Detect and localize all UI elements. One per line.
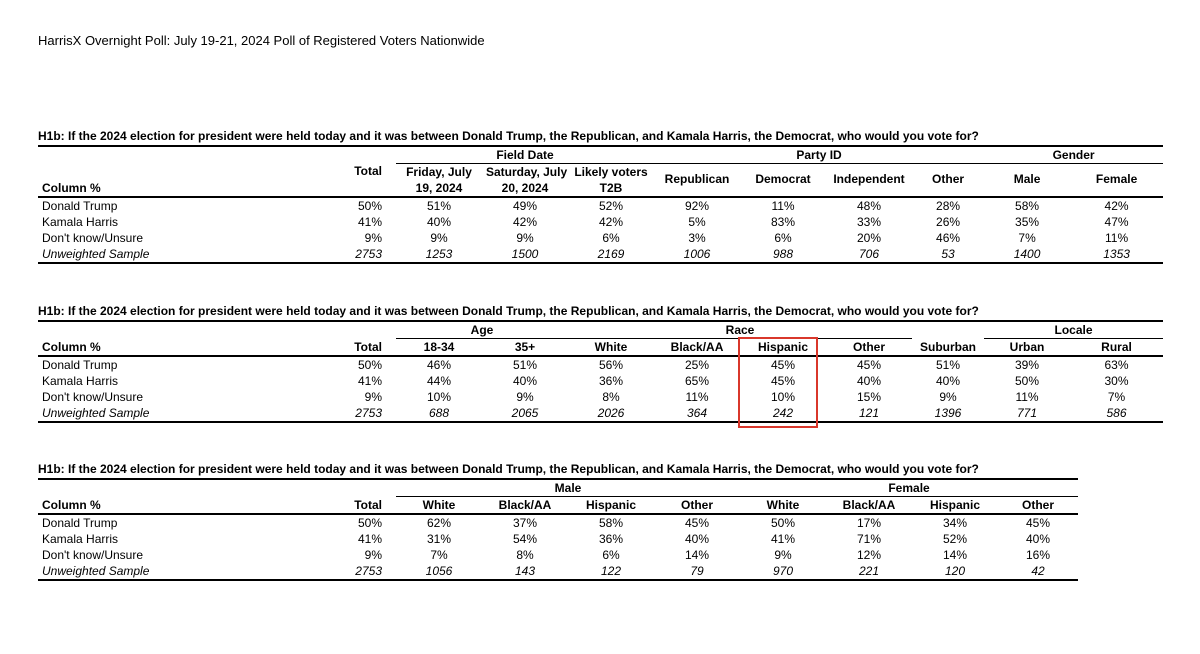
table-cell: 14% xyxy=(684,548,710,562)
table-cell: 26% xyxy=(936,215,961,229)
table-cell: 62% xyxy=(426,516,452,530)
row-label: Don't know/Unsure xyxy=(42,231,144,245)
poll-table-1 xyxy=(38,145,1163,264)
table-cell: 1006 xyxy=(654,246,740,263)
table-cell: 40% xyxy=(684,532,710,546)
table-cell: 41% xyxy=(357,215,382,229)
column-header: 19, 2024 xyxy=(396,180,482,197)
table-row xyxy=(38,356,1163,373)
table-cell: 2065 xyxy=(482,405,568,422)
page-title: HarrisX Overnight Poll: July 19-21, 2024 Poll of Registered Voters Nationwide xyxy=(38,33,485,48)
column-header: Other xyxy=(826,339,912,357)
table-cell: 46% xyxy=(426,358,452,372)
table-cell: 36% xyxy=(598,532,624,546)
poll-table-3 xyxy=(38,478,1078,581)
table-cell: 53 xyxy=(912,246,984,263)
table-cell: 15% xyxy=(857,390,882,404)
table-cell: 45% xyxy=(684,516,710,530)
table-cell: 41% xyxy=(770,532,796,546)
table-row xyxy=(38,246,1163,263)
table-cell: 79 xyxy=(654,563,740,580)
column-header: T2B xyxy=(568,180,654,197)
column-header: 20, 2024 xyxy=(482,180,568,197)
table-row xyxy=(38,531,1078,547)
table-cell: 11% xyxy=(685,390,709,404)
table-cell: 988 xyxy=(740,246,826,263)
row-label: Donald Trump xyxy=(42,516,118,530)
table-cell: 9% xyxy=(516,231,534,245)
question-text-1: H1b: If the 2024 election for president were held today and it was between Donald Trump, the Republican, and Kamala Harris, the Democrat, who would you vote for? xyxy=(38,129,979,143)
column-header-row xyxy=(38,180,1163,197)
column-header-row xyxy=(38,497,1078,515)
table-cell: 52% xyxy=(598,199,624,213)
table-cell: 49% xyxy=(512,199,538,213)
row-label: Donald Trump xyxy=(42,358,118,372)
table-cell: 40% xyxy=(426,215,452,229)
group-header: Race xyxy=(568,321,912,339)
table-cell: 1056 xyxy=(396,563,482,580)
column-label-header: Column % xyxy=(38,339,300,357)
table-cell: 586 xyxy=(1070,405,1163,422)
table-cell: 7% xyxy=(1107,390,1126,404)
table-cell: 58% xyxy=(1015,199,1040,213)
table-cell: 42% xyxy=(598,215,624,229)
group-header-row xyxy=(38,146,1163,164)
column-header: White xyxy=(740,497,826,515)
column-header-other: Other xyxy=(932,172,965,186)
group-header: Locale xyxy=(984,321,1163,339)
table-cell: 2026 xyxy=(568,405,654,422)
table-cell: 8% xyxy=(602,390,620,404)
table-cell: 9% xyxy=(364,231,382,245)
table-cell: 7% xyxy=(1018,231,1036,245)
table-cell: 122 xyxy=(568,563,654,580)
group-header: Party ID xyxy=(654,146,984,164)
table-cell: 50% xyxy=(770,516,796,530)
row-label: Don't know/Unsure xyxy=(42,390,144,404)
table-cell: 11% xyxy=(1105,231,1129,245)
column-header-democrat: Democrat xyxy=(755,172,811,186)
table-cell: 6% xyxy=(602,548,620,562)
table-cell: 45% xyxy=(771,358,796,372)
table-cell: 40% xyxy=(1026,532,1051,546)
table-cell: 48% xyxy=(857,199,882,213)
table-cell: 54% xyxy=(512,532,538,546)
table-row xyxy=(38,405,1163,422)
table-cell: 83% xyxy=(771,215,796,229)
table-cell: 35% xyxy=(1015,215,1040,229)
question-text-3: H1b: If the 2024 election for president were held today and it was between Donald Trump, the Republican, and Kamala Harris, the Democrat, who would you vote for? xyxy=(38,462,979,476)
table-cell: 45% xyxy=(771,374,796,388)
row-label: Kamala Harris xyxy=(42,532,119,546)
table-cell: 33% xyxy=(857,215,882,229)
table-cell: 50% xyxy=(357,358,382,372)
column-header: Friday, July xyxy=(406,165,472,179)
table-cell: 30% xyxy=(1104,374,1129,388)
table-row xyxy=(38,230,1163,246)
column-header: Hispanic xyxy=(912,497,998,515)
question-text-2: H1b: If the 2024 election for president were held today and it was between Donald Trump, the Republican, and Kamala Harris, the Democrat, who would you vote for? xyxy=(38,304,979,318)
table-cell: 771 xyxy=(984,405,1070,422)
table-cell: 2169 xyxy=(568,246,654,263)
table-cell: 1353 xyxy=(1070,246,1163,263)
table-cell: 25% xyxy=(685,358,710,372)
column-label-header: Column % xyxy=(38,497,300,515)
table-cell: 63% xyxy=(1104,358,1129,372)
group-header: Male xyxy=(396,479,740,497)
table-cell: 42% xyxy=(512,215,538,229)
column-label-header: Column % xyxy=(38,180,300,197)
column-header-total: Total xyxy=(354,164,382,178)
table-cell: 41% xyxy=(357,374,382,388)
column-header xyxy=(984,172,1070,197)
table-cell: 9% xyxy=(364,390,382,404)
column-header: Total xyxy=(300,497,396,515)
table-cell: 11% xyxy=(1015,390,1039,404)
table-cell: 9% xyxy=(516,390,534,404)
table-cell: 51% xyxy=(426,199,452,213)
table-row xyxy=(38,514,1078,531)
column-header xyxy=(826,172,912,197)
column-header: Total xyxy=(300,339,396,357)
table-cell: 1500 xyxy=(482,246,568,263)
table-cell: 11% xyxy=(771,199,795,213)
table-cell: 8% xyxy=(516,548,534,562)
table-cell: 6% xyxy=(602,231,620,245)
table-cell: 47% xyxy=(1104,215,1129,229)
column-header: Black/AA xyxy=(482,497,568,515)
table-cell: 36% xyxy=(599,374,624,388)
column-header: Rural xyxy=(1070,339,1163,357)
table-cell: 12% xyxy=(856,548,882,562)
table-row xyxy=(38,389,1163,405)
table-cell: 45% xyxy=(857,358,882,372)
table-cell: 2753 xyxy=(300,563,396,580)
column-header: Other xyxy=(998,497,1078,515)
table-cell: 1400 xyxy=(984,246,1070,263)
row-label: Kamala Harris xyxy=(42,215,119,229)
table-cell: 1253 xyxy=(396,246,482,263)
table-cell: 46% xyxy=(936,231,961,245)
group-header-row xyxy=(38,479,1078,497)
table-cell: 17% xyxy=(856,516,882,530)
table-cell: 364 xyxy=(654,405,740,422)
table-cell: 221 xyxy=(826,563,912,580)
column-header: Likely voters xyxy=(574,165,648,179)
table-cell: 7% xyxy=(430,548,448,562)
row-label: Donald Trump xyxy=(42,199,118,213)
column-header-female: Female xyxy=(1095,172,1138,186)
row-label: Kamala Harris xyxy=(42,374,119,388)
table-cell: 9% xyxy=(939,390,957,404)
column-header xyxy=(740,172,826,197)
column-header: Hispanic xyxy=(740,339,826,357)
table-cell: 44% xyxy=(426,374,452,388)
table-cell: 45% xyxy=(1026,516,1051,530)
table-cell: 242 xyxy=(740,405,826,422)
table-cell: 9% xyxy=(430,231,448,245)
column-header: White xyxy=(396,497,482,515)
row-label: Don't know/Unsure xyxy=(42,548,144,562)
table-cell: 58% xyxy=(598,516,624,530)
table-cell: 50% xyxy=(357,199,382,213)
table-cell: 37% xyxy=(512,516,538,530)
table-cell: 50% xyxy=(1015,374,1040,388)
column-header xyxy=(654,172,740,197)
column-header xyxy=(1070,172,1163,197)
table-cell: 9% xyxy=(364,548,382,562)
table-cell: 40% xyxy=(512,374,538,388)
table-cell: 2753 xyxy=(300,405,396,422)
table-cell: 16% xyxy=(1026,548,1051,562)
table-cell: 51% xyxy=(936,358,961,372)
table-cell: 31% xyxy=(426,532,452,546)
column-header: White xyxy=(568,339,654,357)
column-header-independent: Independent xyxy=(833,172,905,186)
poll-table-2 xyxy=(38,320,1163,423)
table-cell: 14% xyxy=(942,548,968,562)
table-cell: 41% xyxy=(357,532,382,546)
group-header: Female xyxy=(740,479,1078,497)
table-cell: 6% xyxy=(774,231,792,245)
table-cell: 121 xyxy=(826,405,912,422)
table-cell: 39% xyxy=(1015,358,1040,372)
table-cell: 40% xyxy=(857,374,882,388)
table-cell: 71% xyxy=(856,532,882,546)
table-cell: 34% xyxy=(942,516,968,530)
row-label: Unweighted Sample xyxy=(38,563,300,580)
table-row xyxy=(38,563,1078,580)
group-header-row xyxy=(38,321,1163,339)
column-header: Black/AA xyxy=(826,497,912,515)
table-cell: 92% xyxy=(685,199,710,213)
table-cell: 50% xyxy=(357,516,382,530)
column-header xyxy=(300,164,396,197)
table-cell: 42% xyxy=(1104,199,1129,213)
table-cell: 120 xyxy=(912,563,998,580)
table-cell: 688 xyxy=(396,405,482,422)
column-header: Urban xyxy=(984,339,1070,357)
table-cell: 9% xyxy=(774,548,792,562)
column-header: 35+ xyxy=(482,339,568,357)
table-cell: 5% xyxy=(688,215,706,229)
column-header xyxy=(912,172,984,197)
table-cell: 52% xyxy=(942,532,968,546)
table-cell: 970 xyxy=(740,563,826,580)
column-header: Black/AA xyxy=(654,339,740,357)
table-cell: 65% xyxy=(685,374,710,388)
column-header-republican: Republican xyxy=(664,172,730,186)
table-row xyxy=(38,214,1163,230)
table-cell: 143 xyxy=(482,563,568,580)
table-cell: 10% xyxy=(771,390,796,404)
row-label: Unweighted Sample xyxy=(38,405,300,422)
table-cell: 28% xyxy=(936,199,961,213)
row-label: Unweighted Sample xyxy=(38,246,300,263)
column-header-row xyxy=(38,339,1163,357)
table-cell: 51% xyxy=(512,358,538,372)
table-row xyxy=(38,197,1163,214)
table-cell: 40% xyxy=(936,374,961,388)
group-header: Gender xyxy=(984,146,1163,164)
table-cell: 1396 xyxy=(912,405,984,422)
column-header: Saturday, July xyxy=(486,165,568,179)
table-cell: 20% xyxy=(857,231,882,245)
group-header: Field Date xyxy=(396,146,654,164)
table-cell: 706 xyxy=(826,246,912,263)
column-header: Suburban xyxy=(912,339,984,357)
column-header: Other xyxy=(654,497,740,515)
table-cell: 2753 xyxy=(300,246,396,263)
column-header: Hispanic xyxy=(568,497,654,515)
table-cell: 42 xyxy=(998,563,1078,580)
table-row xyxy=(38,547,1078,563)
table-cell: 56% xyxy=(599,358,624,372)
column-header: 18-34 xyxy=(396,339,482,357)
column-header-male: Male xyxy=(1013,172,1041,186)
group-header: Age xyxy=(396,321,568,339)
table-cell: 10% xyxy=(426,390,452,404)
table-cell: 3% xyxy=(688,231,706,245)
table-row xyxy=(38,373,1163,389)
